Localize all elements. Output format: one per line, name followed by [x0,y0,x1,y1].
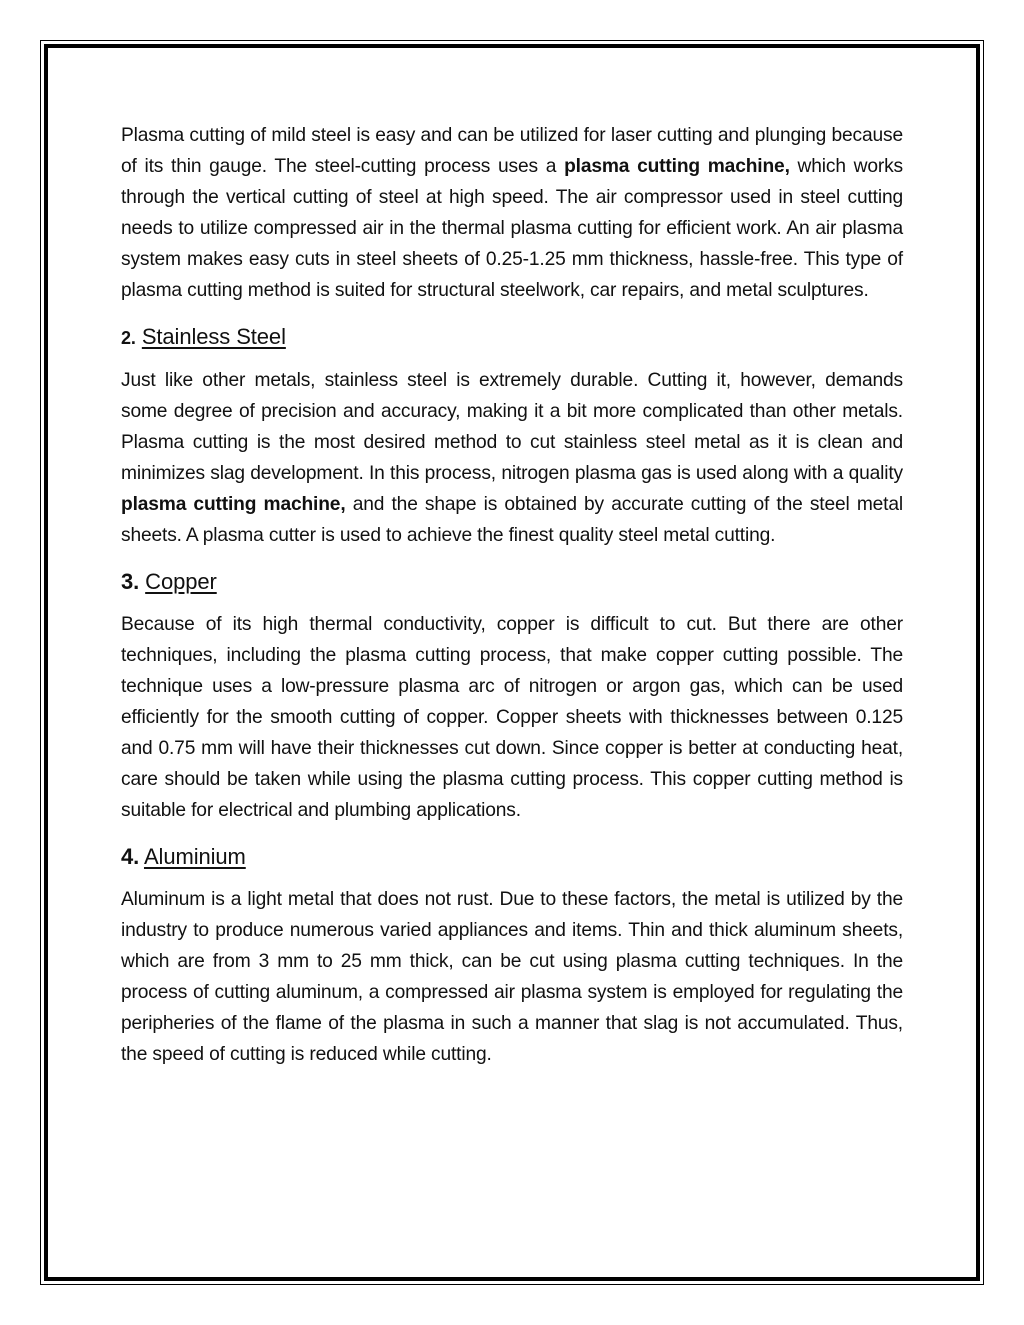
stainless-steel-paragraph [121,365,903,551]
intro-text-end: which works through the vertical cutting of steel at high speed. The air compressor used in steel cutting needs to utilize compressed air in the thermal plasma cutting for efficient work. An air plasma system makes easy cuts in steel sheets of 0.25-1.25 mm thickness, hassle-free. This type of plasma cutting method is suited for structural steelwork, car repairs, and metal sculptures. [121,156,903,301]
section-heading-aluminium [121,842,903,872]
section-number: 4. [121,844,140,869]
intro-text-start: Plasma cutting of mild steel is easy and can be utilized for laser cutting and plunging because of its thin gauge. The steel-cutting process uses a [121,125,903,177]
stainless-text-start: Just like other metals, stainless steel is extremely durable. Cutting it, however, demands some degree of precision and accuracy, making it a bit more complicated than other metals. Plasma cutting is the most desired method to cut stainless steel metal as it is clean and minimizes slag development. In this process, nitrogen plasma gas is used along with a quality [121,370,903,484]
stainless-text-end: and the shape is obtained by accurate cutting of the steel metal sheets. A plasma cutter is used to achieve the finest quality steel metal cutting. [121,494,903,546]
intro-paragraph [121,120,903,306]
document-content [121,120,903,1070]
section-title: Copper [145,569,217,594]
intro-bold-phrase: plasma cutting machine, [564,156,790,177]
section-heading-copper [121,567,903,597]
section-title: Stainless Steel [141,324,286,349]
aluminium-paragraph: Aluminum is a light metal that does not rust. Due to these factors, the metal is utilized by the industry to produce numerous varied appliances and items. Thin and thick aluminum sheets, which are from 3 mm to 25 mm thick, can be cut using plasma cutting techniques. In the process of cutting aluminum, a compressed air plasma system is employed for regulating the peripheries of the flame of the plasma in such a manner that slag is not accumulated. Thus, the speed of cutting is reduced while cutting. [121,889,903,1065]
stainless-bold-phrase: plasma cutting machine, [121,494,346,515]
section-number: 3. [121,569,140,594]
section-title: Aluminium [143,844,246,869]
section-number: 2. [121,328,136,348]
section-heading-stainless-steel [121,322,903,353]
copper-paragraph: Because of its high thermal conductivity, copper is difficult to cut. But there are other techniques, including the plasma cutting process, that make copper cutting possible. The technique uses a low-pressure plasma arc of nitrogen or argon gas, which can be used efficiently for the smooth cutting of copper. Copper sheets with thicknesses between 0.125 and 0.75 mm will have their thicknesses cut down. Since copper is better at conducting heat, care should be taken while using the plasma cutting process. This copper cutting method is suitable for electrical and plumbing applications. [121,614,903,821]
